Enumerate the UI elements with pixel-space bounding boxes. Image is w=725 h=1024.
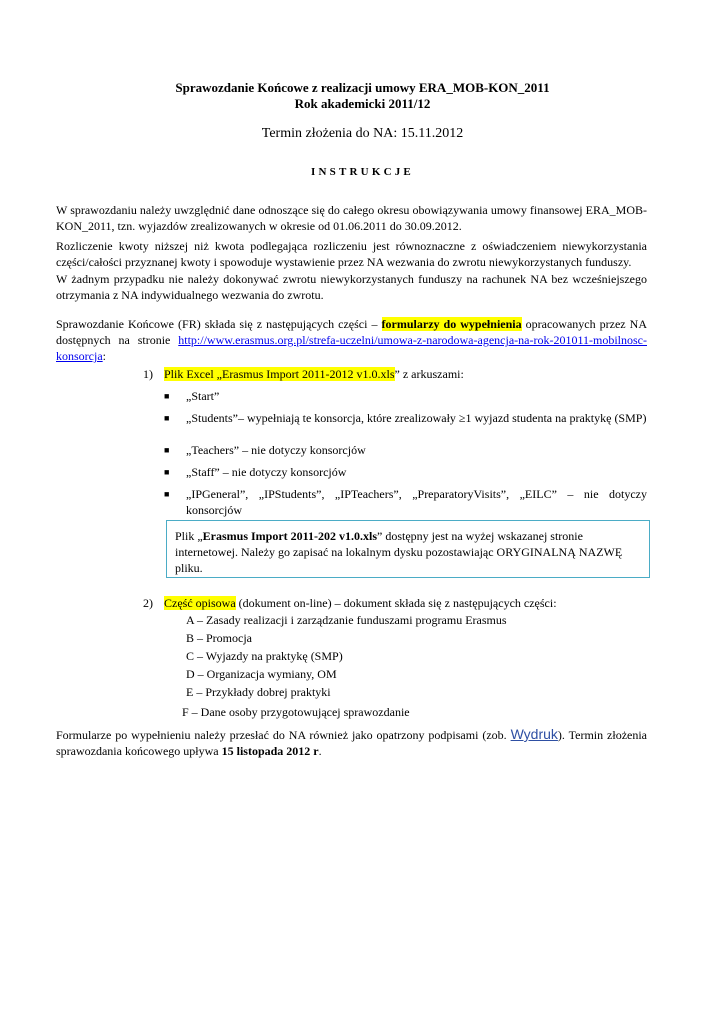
- closing-text: Formularze po wypełnieniu należy przesłać do NA również jako opatrzony podpisami (zob.: [56, 728, 511, 742]
- note-text-before: Plik „: [175, 529, 203, 543]
- part-a: A – Zasady realizacji i zarządzanie funduszami programu Erasmus: [186, 613, 507, 627]
- forms-highlight: formularzy do wypełnienia: [381, 317, 522, 331]
- list-item-1: [164, 366, 464, 382]
- note-filename: Erasmus Import 2011-202 v1.0.xls: [202, 529, 378, 543]
- bullet-icon: ■: [164, 413, 170, 423]
- bullet-icon: ■: [164, 391, 170, 401]
- bullet-icon: ■: [164, 445, 170, 455]
- intro-paragraph-1: W sprawozdaniu należy uwzględnić dane odnoszące się do całego okresu obowiązywania umowy finansowej ERA_MOB-KON_2011, tzn. wyjazdów zrealizowanych w okresie od 01.06.2011 do 30.09.2012.: [56, 203, 647, 233]
- section-heading-instructions: INSTRUKCJE: [311, 166, 414, 178]
- final-deadline: 15 listopada 2012 r: [221, 744, 319, 758]
- intro-paragraph-2: Rozliczenie kwoty niższej niż kwota podlegająca rozliczeniu jest równoznaczne z oświadczeniem niewykorzystania części/całości przyznanej kwoty i spowoduje wystawienie przez NA wezwania do zwrotu niewykorzystanych funduszy.: [56, 239, 647, 269]
- closing-text-middle: ). Termin złożenia sprawozdania końcowego upływa: [56, 728, 647, 758]
- intro-paragraph-3: W żadnym przypadku nie należy dokonywać zwrotu niewykorzystanych funduszy na rachunek NA bez wcześniejszego otrzymania z NA indywidualnego wezwania do zwrotu.: [56, 272, 647, 302]
- erasmus-forms-link[interactable]: http://www.erasmus.org.pl/strefa-uczelni/umowa-z-narodowa-agencja-na-rok-201011-mobilnosc-konsorcja: [56, 333, 647, 363]
- document-title: Sprawozdanie Końcowe z realizacji umowy ERA_MOB-KON_2011: [175, 80, 550, 95]
- list-number-2: 2): [143, 596, 153, 610]
- bullet-icon: ■: [164, 467, 170, 477]
- excel-file-highlight: Plik Excel „Erasmus Import 2011-2012 v1.0.xls: [164, 367, 395, 381]
- part-b: B – Promocja: [186, 631, 252, 645]
- note-text-after: ” dostępny jest na wyżej wskazanej stronie internetowej. Należy go zapisać na lokalnym dysku pozostawiając ORYGINALNĄ NAZWĘ pliku.: [175, 529, 623, 575]
- p4-end: :: [102, 349, 106, 363]
- part-e: E – Przykłady dobrej praktyki: [186, 685, 331, 699]
- file-note-text: [175, 528, 635, 576]
- submission-deadline: Termin złożenia do NA: 15.11.2012: [261, 126, 464, 141]
- intro-paragraph-4: [56, 316, 647, 364]
- list-item-1-after: ” z arkuszami:: [394, 367, 464, 381]
- list-number-1: 1): [143, 367, 153, 381]
- bullet-icon: ■: [164, 489, 170, 499]
- part-c: C – Wyjazdy na praktykę (SMP): [186, 649, 343, 663]
- sheet-students: „Students”– wypełniają te konsorcja, które zrealizowały ≥1 wyjazd studenta na praktykę (SMP): [186, 411, 647, 425]
- descriptive-part-highlight: Część opisowa: [164, 596, 236, 610]
- closing-paragraph: [56, 726, 647, 759]
- list-item-2-after: (dokument on-line) – dokument składa się z następujących części:: [235, 596, 557, 610]
- sheet-start: „Start”: [186, 389, 220, 403]
- file-note-box: [166, 520, 650, 578]
- p4-text: Sprawozdanie Końcowe (FR) składa się z następujących części –: [56, 317, 382, 331]
- part-f: F – Dane osoby przygotowującej sprawozdanie: [182, 705, 410, 719]
- academic-year: Rok akademicki 2011/12: [294, 96, 431, 111]
- closing-end: .: [318, 744, 322, 758]
- sheet-staff: „Staff” – nie dotyczy konsorcjów: [186, 465, 347, 479]
- sheet-ip: „IPGeneral”, „IPStudents”, „IPTeachers”, „PreparatoryVisits”, „EILC” – nie dotyczy konsorcjów: [186, 487, 647, 517]
- sheet-teachers: „Teachers” – nie dotyczy konsorcjów: [186, 443, 366, 457]
- p4-text-after: opracowanych przez NA dostępnych na stronie: [56, 317, 648, 347]
- wydruk-link[interactable]: Wydruk: [510, 726, 558, 742]
- list-item-2: [164, 595, 557, 611]
- part-d: D – Organizacja wymiany, OM: [186, 667, 337, 681]
